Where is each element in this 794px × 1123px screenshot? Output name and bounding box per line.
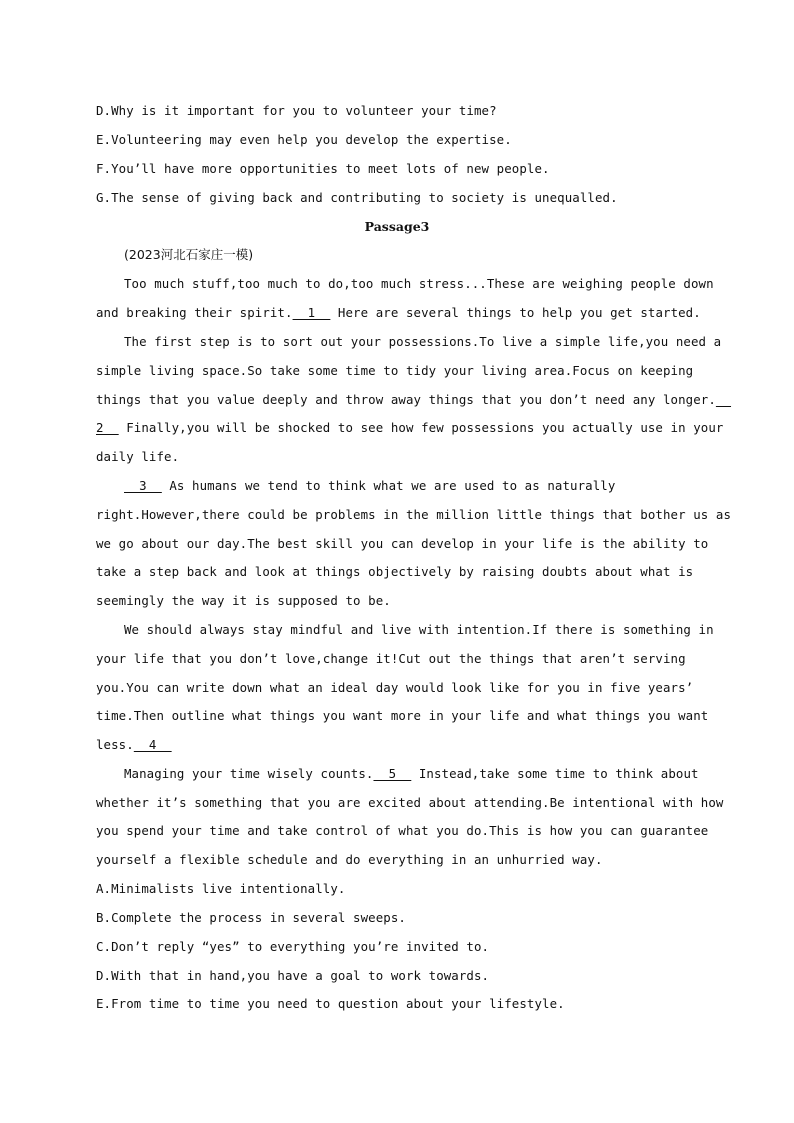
option-b: B.Complete the process in several sweeps. bbox=[96, 910, 406, 925]
option-prev-d: D.Why is it important for you to volunteer your time? bbox=[96, 103, 497, 118]
p2-line-1: The first step is to sort out your possessions.To live a simple life,you need a bbox=[124, 334, 722, 349]
p3-line-1 bbox=[124, 477, 734, 495]
p4-line-5 bbox=[96, 736, 706, 754]
p2-line-5: daily life. bbox=[96, 449, 180, 464]
option-prev-e: E.Volunteering may even help you develop the expertise. bbox=[96, 132, 512, 147]
p3-line-4: take a step back and look at things objectively by raising doubts about what is bbox=[96, 564, 694, 579]
p2-text-b: Finally,you will be shocked to see how few possessions you actually use in your bbox=[118, 420, 724, 435]
p2-line-2: simple living space.So take some time to tidy your living area.Focus on keeping bbox=[96, 363, 694, 378]
p4-text-a: less. bbox=[96, 737, 134, 752]
p1-line-1: Too much stuff,too much to do,too much stress...These are weighing people down bbox=[124, 276, 714, 291]
p1-text-b: Here are several things to help you get started. bbox=[330, 305, 701, 320]
p5-line-3: you spend your time and take control of what you do.This is how you can guarantee bbox=[96, 823, 709, 838]
p5-text-a: Managing your time wisely counts. bbox=[124, 766, 374, 781]
p4-line-3: you.You can write down what an ideal day would look like for you in five years’ bbox=[96, 680, 694, 695]
option-prev-f: F.You’ll have more opportunities to meet lots of new people. bbox=[96, 161, 550, 176]
blank-1: 1 bbox=[292, 305, 331, 320]
p2-line-3 bbox=[96, 391, 716, 409]
p4-line-4: time.Then outline what things you want more in your life and what things you want bbox=[96, 708, 709, 723]
option-c: C.Don’t reply “yes” to everything you’re invited to. bbox=[96, 939, 490, 954]
blank-2: 2 bbox=[96, 420, 119, 435]
option-e: E.From time to time you need to question about your lifestyle. bbox=[96, 996, 565, 1011]
p5-line-4: yourself a flexible schedule and do everything in an unhurried way. bbox=[96, 852, 603, 867]
blank-4: 4 bbox=[133, 737, 172, 752]
p2-text-a: things that you value deeply and throw away things that you don’t need any longer. bbox=[96, 392, 716, 407]
p5-line-2: whether it’s something that you are excited about attending.Be intentional with how bbox=[96, 795, 724, 810]
blank-3: 3 bbox=[124, 478, 162, 493]
p3-line-3: we go about our day.The best skill you can develop in your life is the ability to bbox=[96, 536, 709, 551]
p5-line-1 bbox=[124, 765, 734, 783]
passage-title: Passage3 bbox=[364, 219, 430, 234]
option-d: D.With that in hand,you have a goal to work towards. bbox=[96, 968, 490, 983]
blank-2-start bbox=[716, 391, 731, 409]
passage-source: (2023河北石家庄一模) bbox=[124, 247, 254, 262]
p1-text-a: and breaking their spirit. bbox=[96, 305, 293, 320]
option-a: A.Minimalists live intentionally. bbox=[96, 881, 346, 896]
option-prev-g: G.The sense of giving back and contributing to society is unequalled. bbox=[96, 190, 618, 205]
blank-5: 5 bbox=[373, 766, 412, 781]
p3-line-2: right.However,there could be problems in the million little things that bother us as bbox=[96, 507, 732, 522]
p5-text-b: Instead,take some time to think about bbox=[411, 766, 699, 781]
p4-line-1: We should always stay mindful and live with intention.If there is something in bbox=[124, 622, 714, 637]
p3-line-5: seemingly the way it is supposed to be. bbox=[96, 593, 391, 608]
p4-line-2: your life that you don’t love,change it!Cut out the things that aren’t serving bbox=[96, 651, 686, 666]
p2-line-4 bbox=[96, 419, 724, 437]
p1-line-2 bbox=[96, 304, 706, 322]
p3-text-a: As humans we tend to think what we are used to as naturally bbox=[161, 478, 616, 493]
